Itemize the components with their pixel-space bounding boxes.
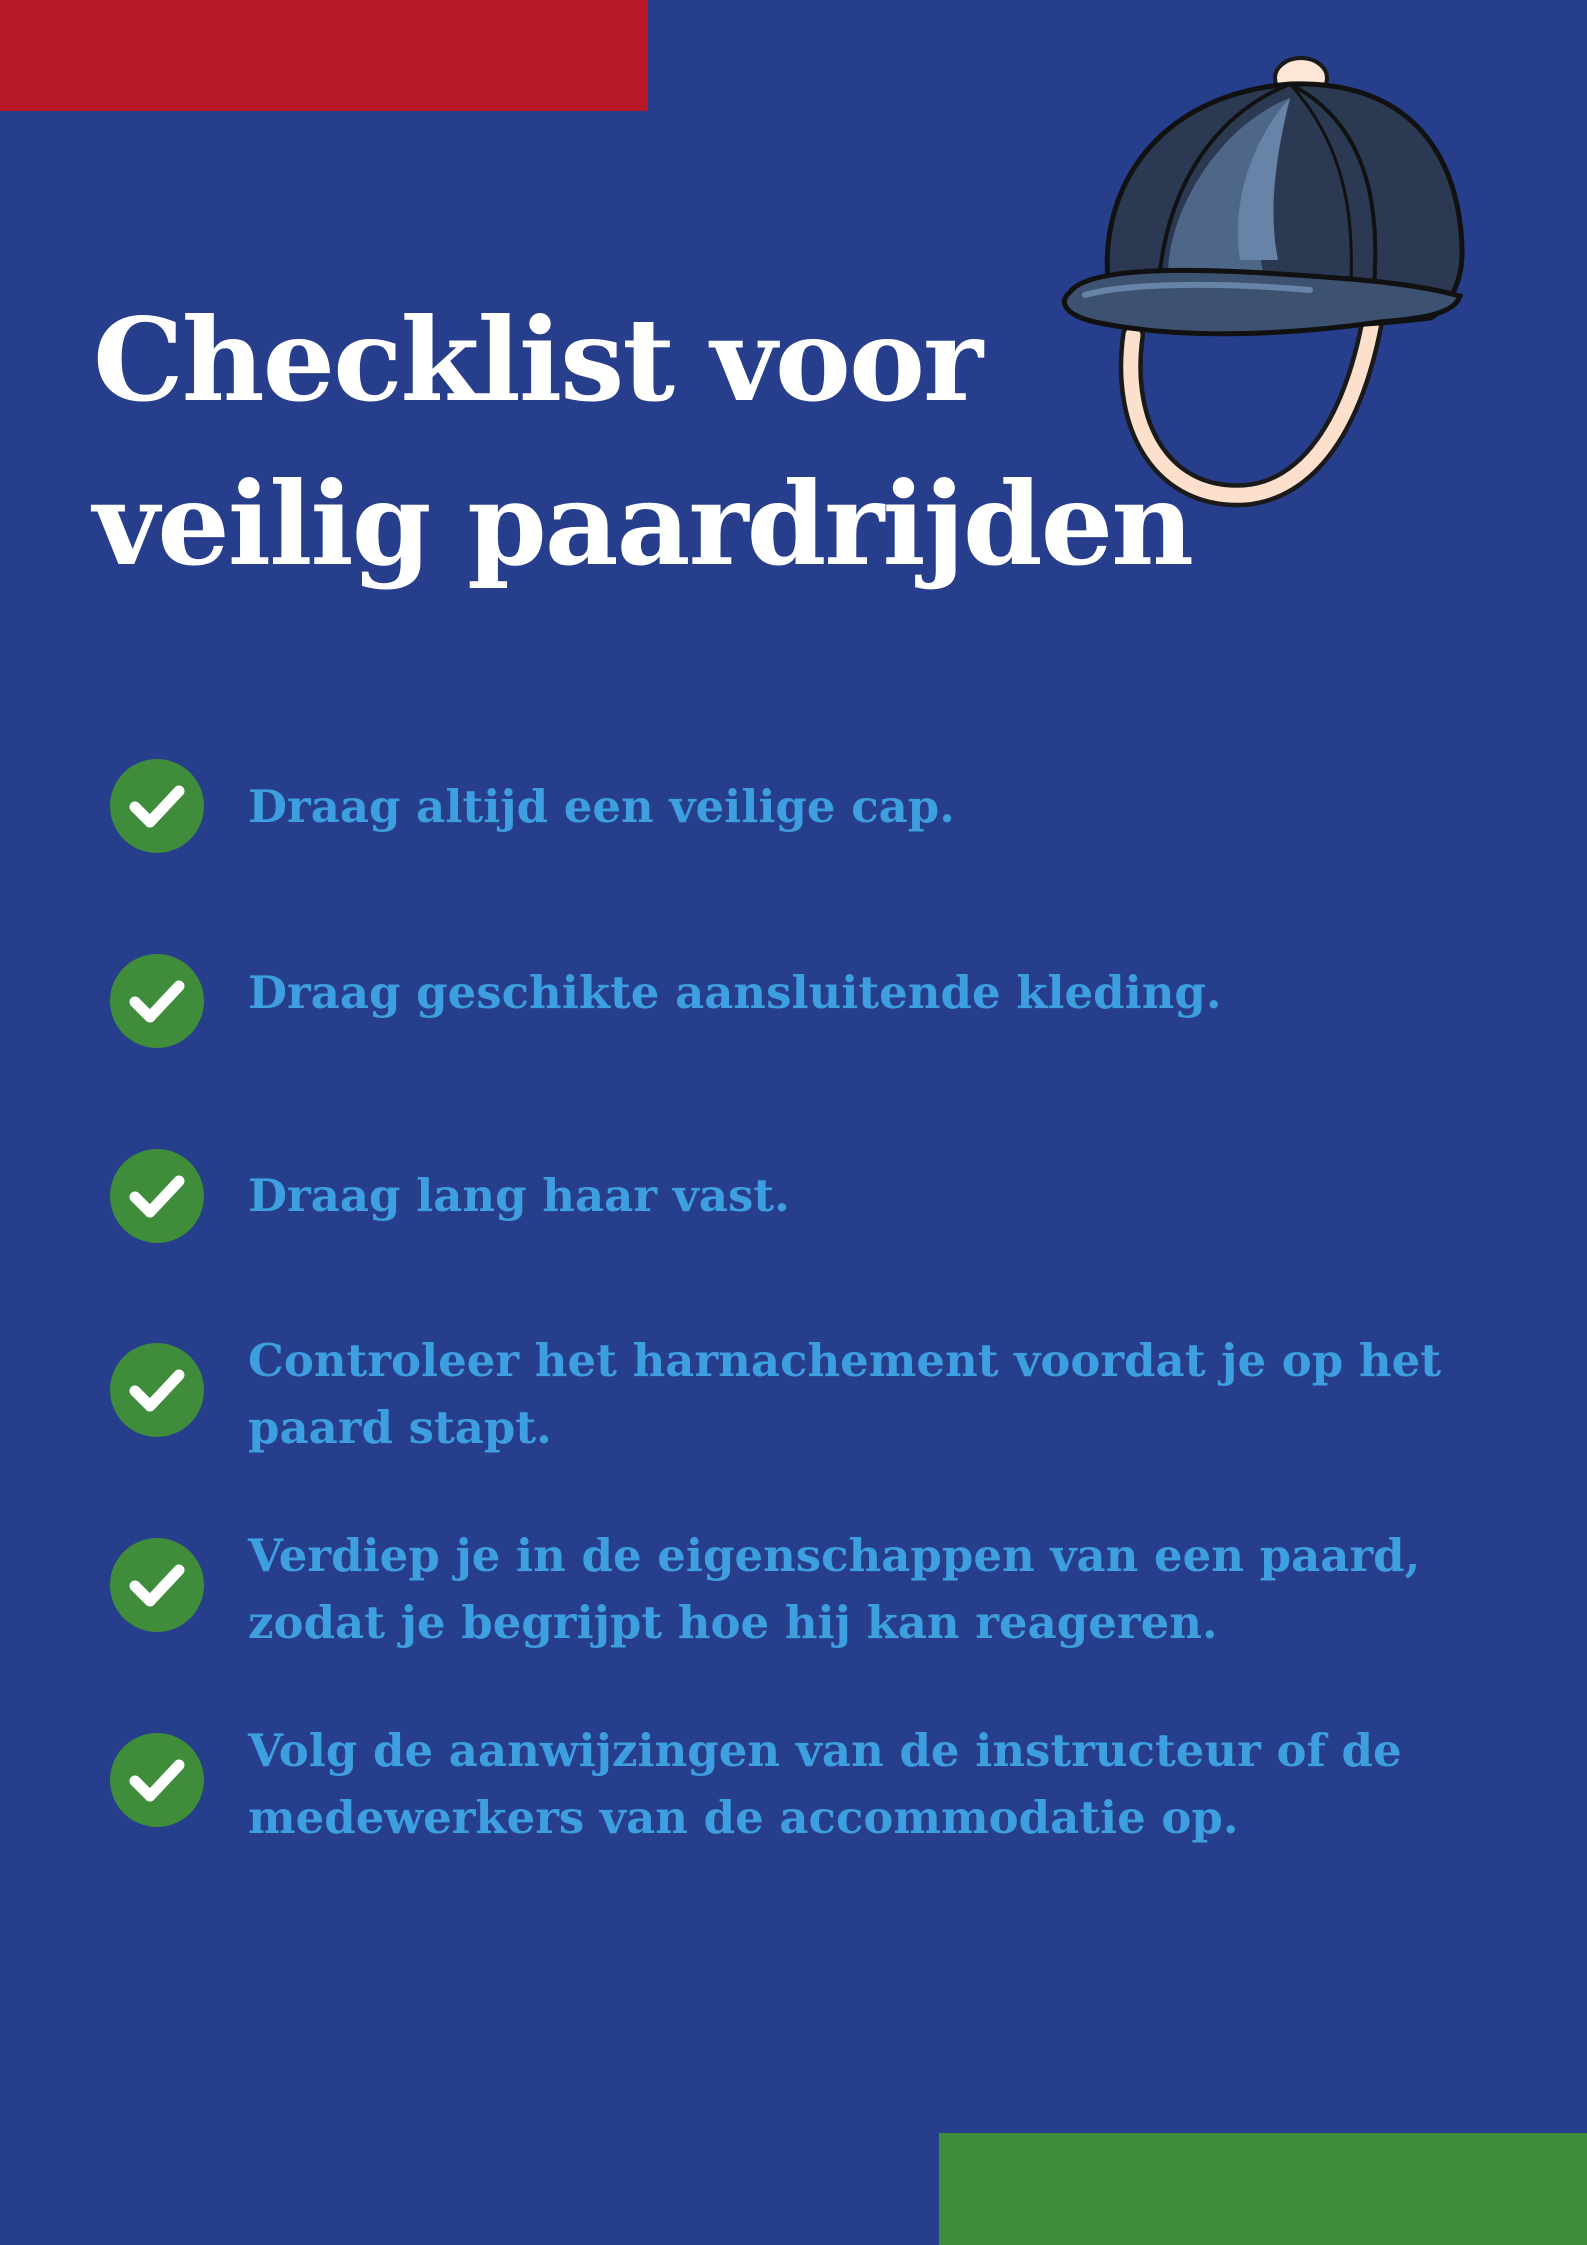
check-circle-icon (110, 759, 204, 853)
check-circle-icon (110, 1538, 204, 1632)
checklist-item (110, 1529, 1430, 1678)
checklist-item (110, 1724, 1430, 1873)
checklist-item-line: Verdiep je in de eigenschappen van een paard, (248, 1529, 1421, 1582)
checklist-item-line: Draag geschikte aansluitende kleding. (248, 966, 1222, 1019)
checklist-item (110, 1149, 1430, 1289)
checklist-item-line: Controleer het harnachement voordat je op het (248, 1334, 1442, 1387)
check-circle-icon (110, 954, 204, 1048)
checklist-item (110, 1334, 1442, 1483)
checklist-item-text (248, 1522, 1478, 1656)
checklist-item-text (248, 773, 1478, 840)
checklist-item-line: Draag lang haar vast. (248, 1169, 790, 1222)
check-circle-icon (110, 1343, 204, 1437)
title-line-1: Checklist voor (93, 293, 982, 427)
checklist-item-line: zodat je begrijpt hoe hij kan reageren. (248, 1596, 1218, 1649)
title-line-2: veilig paardrijden (93, 457, 1193, 591)
checklist-item-text (248, 959, 1478, 1026)
checklist-item-line: medewerkers van de accommodatie op. (248, 1791, 1239, 1844)
check-circle-icon (110, 1733, 204, 1827)
checklist-item (110, 954, 1430, 1094)
checklist-item-text (248, 1717, 1478, 1851)
checklist-item-line: Volg de aanwijzingen van de instructeur of de (248, 1724, 1402, 1777)
checklist-item-line: Draag altijd een veilige cap. (248, 780, 955, 833)
checklist-item-line: paard stapt. (248, 1401, 552, 1454)
checklist-item-text (248, 1162, 1478, 1229)
checklist-item-text (248, 1327, 1478, 1461)
check-circle-icon (110, 1149, 204, 1243)
checklist-item (110, 759, 1430, 899)
